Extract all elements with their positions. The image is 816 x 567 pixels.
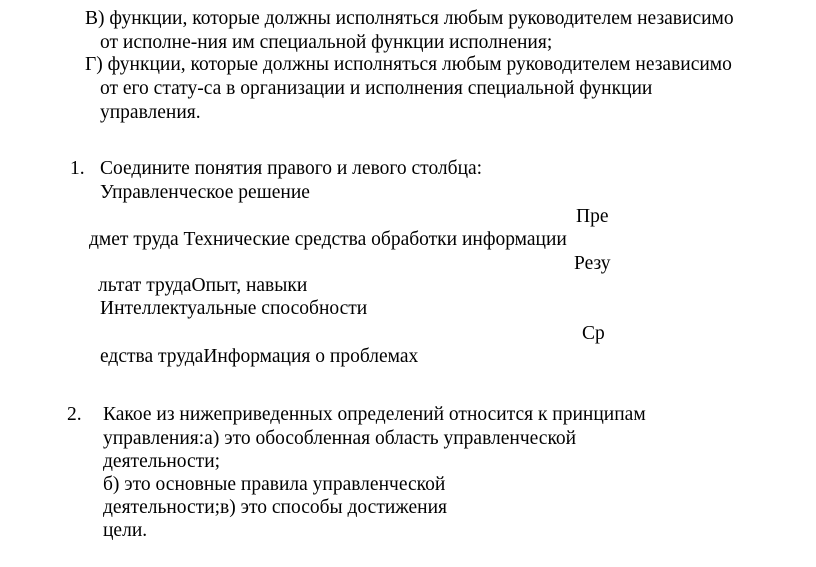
question-2-line: деятельности; <box>103 451 221 472</box>
question-1-line: Пре <box>576 206 609 227</box>
question-2-line: управления:а) это обособленная область управленческой <box>103 428 577 449</box>
question-1-number: 1. <box>70 158 85 179</box>
option-v-line-2: от исполне-ния им специальной функции исполнения; <box>100 32 553 53</box>
question-1-line: льтат трудаОпыт, навыки <box>98 275 308 296</box>
option-g-line-3: управления. <box>100 102 201 123</box>
question-1-line: дмет труда Технические средства обработки информации <box>89 229 567 250</box>
question-2-line: б) это основные правила управленческой <box>103 474 446 495</box>
option-g-line-1: Г) функции, которые должны исполняться любым руководителем независимо <box>85 54 732 75</box>
option-g-line-2: от его стату-са в организации и исполнения специальной функции <box>100 78 653 99</box>
question-1-line: Резу <box>574 253 611 274</box>
question-1-line: Ср <box>582 323 605 344</box>
option-v-line-1: В) функции, которые должны исполняться любым руководителем независимо <box>85 8 734 29</box>
question-2-line: деятельности;в) это способы достижения <box>103 497 447 518</box>
question-1-prompt: Соедините понятия правого и левого столбца: <box>100 158 483 179</box>
question-2-line: Какое из нижеприведенных определений относится к принципам <box>103 404 646 425</box>
question-1-line: едства трудаИнформация о проблемах <box>100 346 419 367</box>
question-2-number: 2. <box>67 404 82 425</box>
question-2-line: цели. <box>103 520 148 541</box>
question-1-line: Интеллектуальные способности <box>100 298 368 319</box>
question-1-line: Управленческое решение <box>100 182 310 203</box>
